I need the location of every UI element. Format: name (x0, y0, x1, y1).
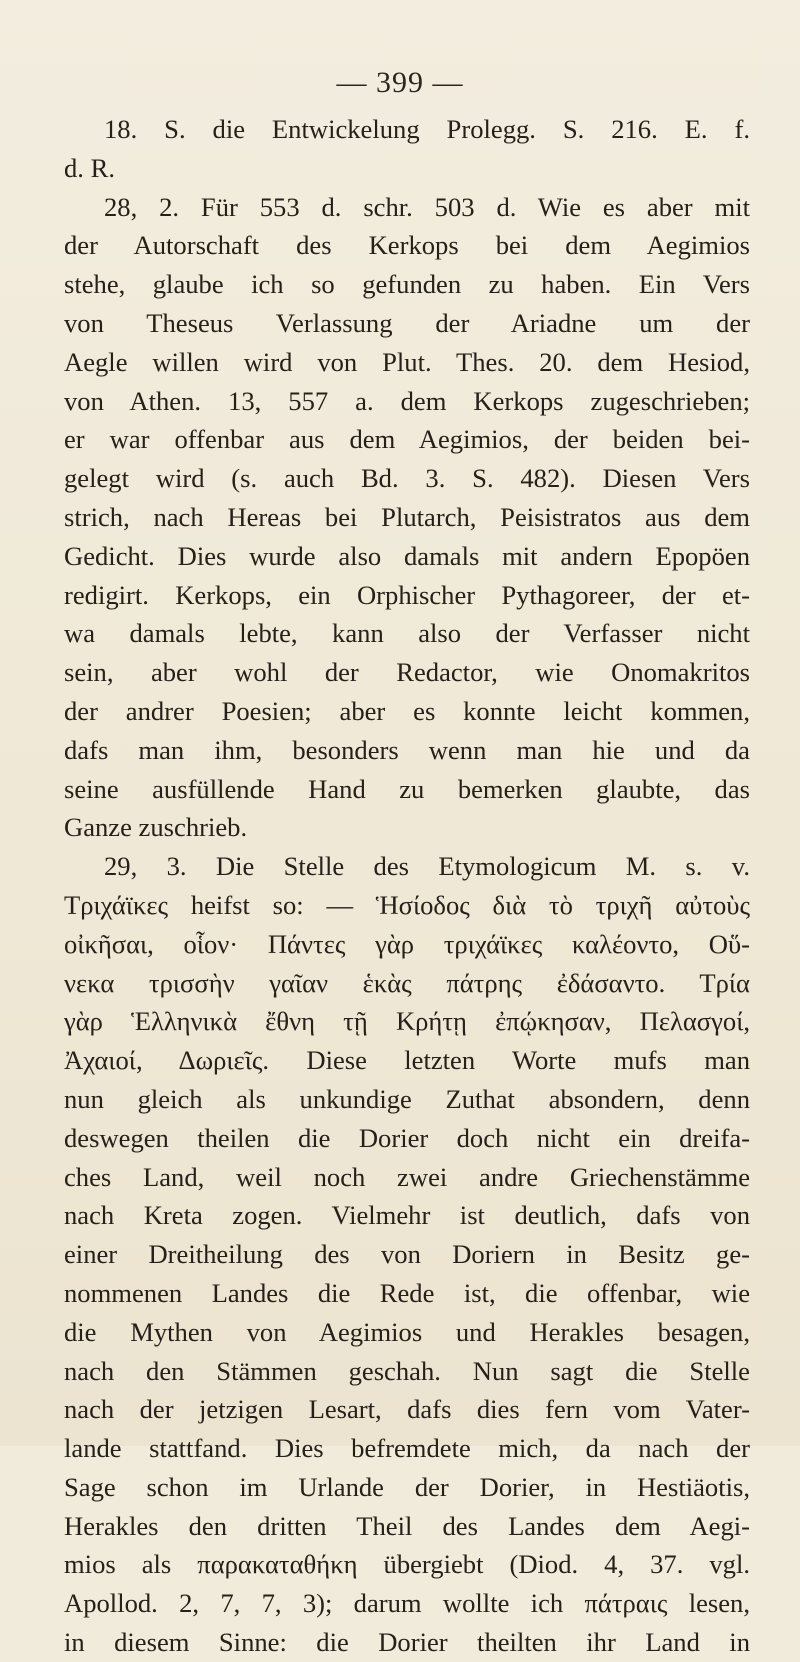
text-line: 28, 2. Für 553 d. schr. 503 d. Wie es aber mit (104, 191, 750, 222)
text-line: gelegt wird (s. auch Bd. 3. S. 482). Diesen Vers (64, 463, 750, 494)
text-line: 29, 3. Die Stelle des Etymologicum M. s. v. (104, 851, 750, 882)
text-line: einer Dreitheilung des von Doriern in Besitz ge- (64, 1239, 750, 1270)
text-line: ches Land, weil noch zwei andre Griechenstämme (64, 1161, 750, 1192)
text-line: in diesem Sinne: die Dorier theilten ihr Land in (64, 1627, 750, 1658)
text-line: γὰρ Ἑλληνικὰ ἔθνη τῇ Κρήτῃ ἐπῴκησαν, Πελασγοί, (64, 1006, 750, 1037)
text-line: redigirt. Kerkops, ein Orphischer Pythagoreer, der et- (64, 579, 750, 610)
text-line: νεκα τρισσὴν γαῖαν ἑκὰς πάτρης ἐδάσαντο. Τρία (64, 967, 750, 998)
text-line: von Athen. 13, 557 a. dem Kerkops zugeschrieben; (64, 385, 750, 416)
text-line: die Mythen von Aegimios und Herakles besagen, (64, 1316, 750, 1347)
body-text (64, 110, 750, 1662)
text-line: von Theseus Verlassung der Ariadne um der (64, 307, 750, 338)
note-29 (64, 847, 750, 1662)
text-line: deswegen theilen die Dorier doch nicht ein dreifa- (64, 1122, 750, 1153)
text-line: nach Kreta zogen. Vielmehr ist deutlich, dafs von (64, 1200, 750, 1231)
page-number: — 399 — (336, 66, 464, 99)
text-line: Sage schon im Urlande der Dorier, in Hestiäotis, (64, 1471, 750, 1502)
text-line: der andrer Poesien; aber es konnte leicht kommen, (64, 695, 750, 726)
note-18 (64, 110, 750, 188)
text-line: Gedicht. Dies wurde also damals mit andern Epopöen (64, 540, 750, 571)
text-line: dafs man ihm, besonders wenn man hie und da (64, 734, 750, 765)
text-line: stehe, glaube ich so gefunden zu haben. Ein Vers (64, 269, 750, 300)
text-line: nach den Stämmen geschah. Nun sagt die Stelle (64, 1355, 750, 1386)
text-line: der Autorschaft des Kerkops bei dem Aegimios (64, 230, 750, 261)
text-line: d. R. (64, 152, 115, 183)
text-line: Apollod. 2, 7, 7, 3); darum wollte ich πάτραις lesen, (64, 1588, 750, 1619)
text-line: er war offenbar aus dem Aegimios, der beiden bei- (64, 424, 750, 455)
text-line: οἰκῆσαι, οἷον· Πάντες γὰρ τριχάϊκες καλέοντο, Οὕ- (64, 928, 750, 959)
text-line: nach der jetzigen Lesart, dafs dies fern vom Vater- (64, 1394, 750, 1425)
note-28 (64, 188, 750, 848)
text-line: wa damals lebte, kann also der Verfasser nicht (64, 618, 750, 649)
text-line: nun gleich als unkundige Zuthat absondern, denn (64, 1083, 750, 1114)
text-line: strich, nach Hereas bei Plutarch, Peisistratos aus dem (64, 501, 750, 532)
text-line: lande stattfand. Dies befremdete mich, da nach der (64, 1433, 750, 1464)
text-line: nommenen Landes die Rede ist, die offenbar, wie (64, 1277, 750, 1308)
text-line: Aegle willen wird von Plut. Thes. 20. dem Hesiod, (64, 346, 750, 377)
text-line: Ganze zuschrieb. (64, 812, 248, 843)
text-line: mios als παρακαταθήκη übergiebt (Diod. 4, 37. vgl. (64, 1549, 750, 1580)
text-line: Τριχάϊκες heifst so: — Ἡσίοδος διὰ τὸ τριχῆ αὐτοὺς (64, 889, 750, 920)
text-line: Ἀχαιοί, Δωριεῖς. Diese letzten Worte mufs man (64, 1045, 750, 1076)
text-line: 18. S. die Entwickelung Prolegg. S. 216. E. f. (104, 114, 750, 144)
text-line: sein, aber wohl der Redactor, wie Onomakritos (64, 657, 750, 688)
text-line: seine ausfüllende Hand zu bemerken glaubte, das (64, 773, 750, 804)
text-line: Herakles den dritten Theil des Landes dem Aegi- (64, 1510, 750, 1541)
